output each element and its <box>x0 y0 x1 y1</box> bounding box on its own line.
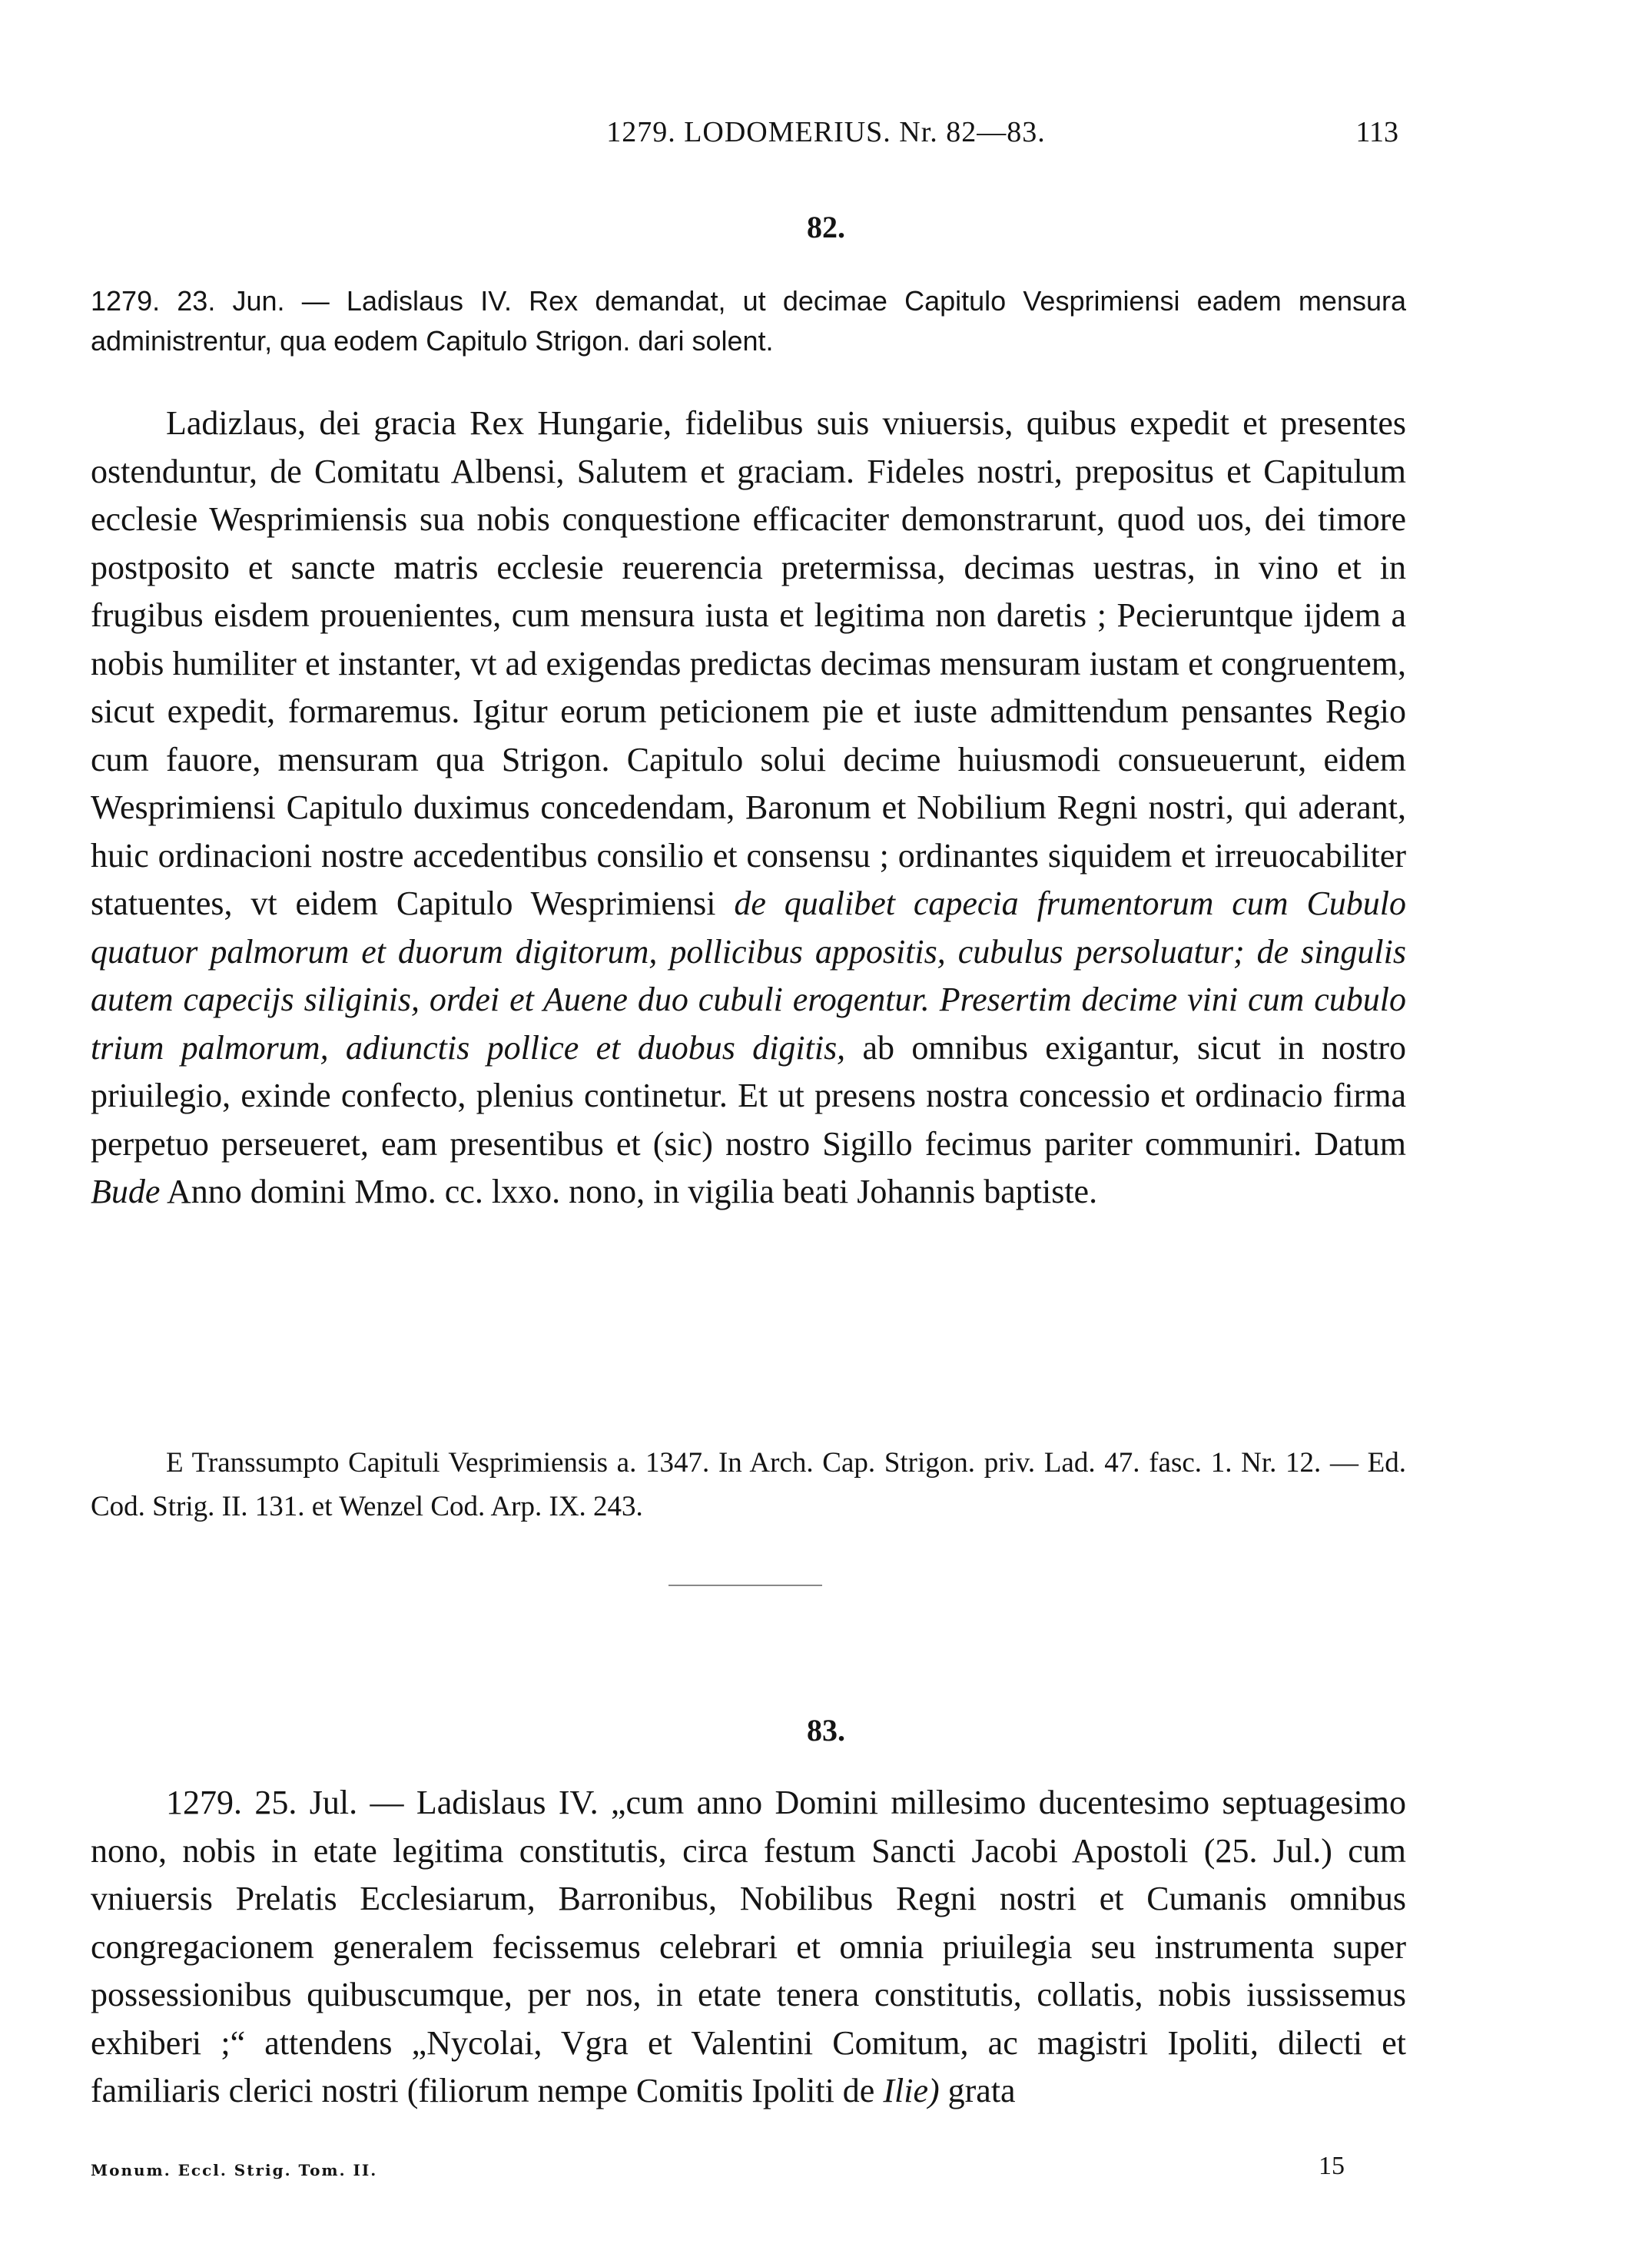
document-82-text-part-2: ab omnibus exigantur, sicut in nostro priuilegio, exinde confecto, plenius continetur. Et ut presens nostra concessio et ordinacio firma perpetuo perseueret, eam presentibus et (sic) nostro Sigillo fecimus pariter communiri. Datum <box>91 1028 1407 1163</box>
document-82-summary: 1279. 23. Jun. — Ladislaus IV. Rex demandat, ut decimae Capitulo Vesprimiensi eadem mensura administrentur, qua eodem Capitulo Strigon. dari solent. <box>91 285 1406 357</box>
footer-signature: Monum. Eccl. Strig. Tom. II. <box>91 2161 378 2179</box>
document-83-place: Ilie) <box>883 2072 940 2109</box>
document-82-paragraph <box>91 400 1406 1216</box>
running-head: 1279. LODOMERIUS. Nr. 82—83. <box>606 116 1046 148</box>
page-number: 113 <box>1355 116 1398 148</box>
document-82-italic-measures: de qualibet capecia frumentorum cum Cubulo quatuor palmorum et duorum digitorum, pollicibus appositis, cubulus persoluatur; de singulis autem capecijs siliginis, ordei et Auene duo cubuli erogentur. Presertim decime vini cum cubulo trium palmorum, adiunctis pollice et duobus digitis, <box>91 885 1407 1067</box>
document-82-text <box>91 400 1406 1216</box>
document-83-text <box>91 1779 1406 2116</box>
document-83-paragraph <box>91 1779 1406 2116</box>
document-82-source-note <box>91 1441 1406 1528</box>
document-82-place: Bude <box>91 1173 161 1210</box>
page-header <box>0 115 1652 161</box>
document-83-text-part-1: 1279. 25. Jul. — Ladislaus IV. „cum anno Domini millesimo ducentesimo septuagesimo nono, nobis in etate legitima constitutis, circa festum Sancti Jacobi Apostoli (25. Jul.) cum vniuersis Prelatis Ecclesiarum, Barronibus, Nobilibus Regni nostri et Cumanis omnibus congregacionem generalem fecissemus celebrari et omnia priuilegia seu instrumenta super possessionibus quibuscumque, per nos, in etate tenera constitutis, collatis, nobis iussissemus exhiberi ;“ attendens „Nycolai, Vgra et Valentini Comitum, ac magistri Ipoliti, dilecti et familiaris clerici nostri (filiorum nempe Comitis Ipoliti de <box>91 1784 1406 2109</box>
document-83-text-part-2: grata <box>947 2072 1016 2109</box>
document-82-text-part-3: Anno domini Mmo. cc. lxxo. nono, in vigilia beati Johannis baptiste. <box>166 1173 1098 1210</box>
document-number-82: 82. <box>807 210 845 244</box>
document-82-text-part-1: Ladizlaus, dei gracia Rex Hungarie, fidelibus suis vniuersis, quibus expedit et presentes ostenduntur, de Comitatu Albensi, Salutem et graciam. Fideles nostri, prepositus et Capitulum ecclesie Wesprimiensis sua nobis conquestione efficaciter demonstrarunt, quod uos, dei timore postposito et sancte matris ecclesie reuerencia pretermissa, decimas uestras, in vino et in frugibus eisdem prouenientes, cum mensura iusta et legitima non daretis ; Pecieruntque ijdem a nobis humiliter et instanter, vt ad exigendas predictas decimas mensuram iustam et congruentem, sicut expedit, formaremus. Igitur eorum peticionem pie et iuste admittendum pensantes Regio cum fauore, mensuram qua Strigon. Capitulo solui decime huiusmodi consueuerunt, eidem Wesprimiensi Capitulo duximus concedendam, Baronum et Nobilium Regni nostri, qui aderant, huic ordinacioni nostre accedentibus consilio et consensu ; ordinantes siquidem et irreuocabiliter statuentes, vt eidem Capitulo Wesprimiensi <box>91 404 1406 922</box>
source-note-text: E Transsumpto Capituli Vesprimiensis a. 1347. In Arch. Cap. Strigon. priv. Lad. 47. fasc. 1. Nr. 12. — Ed. Cod. Strig. II. 131. et Wenzel Cod. Arp. IX. 243. <box>91 1447 1406 1522</box>
document-number-83: 83. <box>807 1713 845 1748</box>
sheet-number: 15 <box>1319 2152 1345 2180</box>
section-divider <box>668 1585 822 1586</box>
